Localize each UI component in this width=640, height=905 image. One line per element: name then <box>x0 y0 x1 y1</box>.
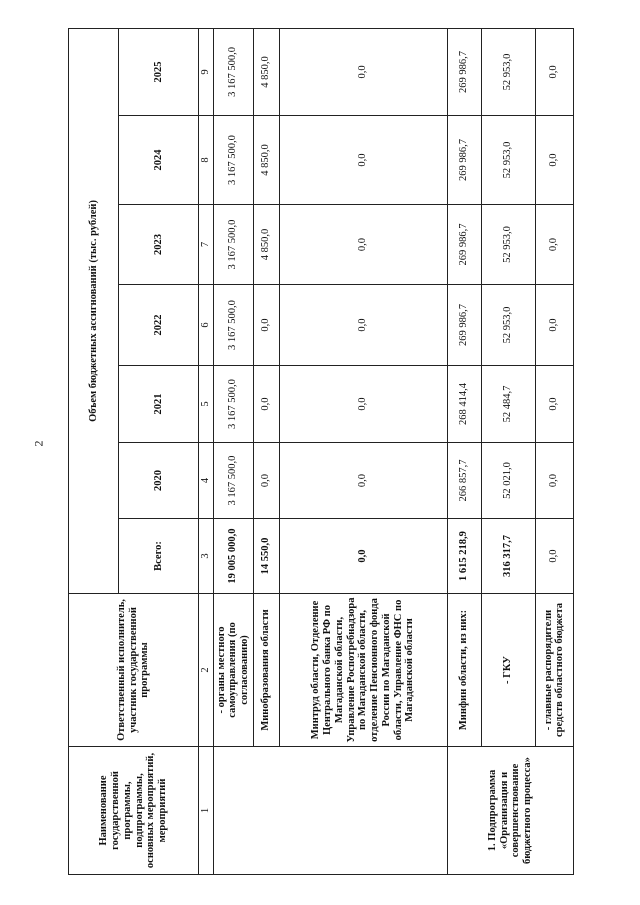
total-cell: 0,0 <box>535 519 573 594</box>
column-index: 6 <box>199 285 214 366</box>
year-value-cell: 0,0 <box>279 28 447 115</box>
header-year: 2022 <box>119 285 199 366</box>
total-cell: 316 317,7 <box>481 519 535 594</box>
column-index-row <box>199 28 214 874</box>
executor-cell: - органы местного самоуправления (по согласованию) <box>213 594 253 747</box>
executor-cell: - главные распорядители средств областного бюджета <box>535 594 573 747</box>
header-total: Всего: <box>119 519 199 594</box>
year-value-cell: 269 986,7 <box>447 116 481 205</box>
year-value-cell: 3 167 500,0 <box>213 366 253 443</box>
year-value-cell: 52 953,0 <box>481 285 535 366</box>
column-index: 7 <box>199 205 214 285</box>
year-value-cell: 0,0 <box>279 116 447 205</box>
column-index: 1 <box>199 747 214 875</box>
year-value-cell: 3 167 500,0 <box>213 443 253 519</box>
column-index: 4 <box>199 443 214 519</box>
column-index: 5 <box>199 366 214 443</box>
header-group-row <box>69 28 119 874</box>
column-index: 8 <box>199 116 214 205</box>
year-value-cell: 0,0 <box>535 28 573 115</box>
total-cell: 0,0 <box>279 519 447 594</box>
year-value-cell: 3 167 500,0 <box>213 116 253 205</box>
year-value-cell: 3 167 500,0 <box>213 285 253 366</box>
budget-table-sheet <box>68 29 572 875</box>
year-value-cell: 52 953,0 <box>481 28 535 115</box>
header-year: 2023 <box>119 205 199 285</box>
executor-cell: Минобразования области <box>253 594 279 747</box>
table-row <box>213 28 253 874</box>
year-value-cell: 0,0 <box>253 443 279 519</box>
total-cell: 1 615 218,9 <box>447 519 481 594</box>
year-value-cell: 4 850,0 <box>253 205 279 285</box>
year-value-cell: 3 167 500,0 <box>213 28 253 115</box>
header-year: 2021 <box>119 366 199 443</box>
year-value-cell: 269 986,7 <box>447 28 481 115</box>
year-value-cell: 52 953,0 <box>481 205 535 285</box>
page-number: 2 <box>31 440 46 447</box>
total-cell: 14 550,0 <box>253 519 279 594</box>
year-value-cell: 0,0 <box>279 443 447 519</box>
year-value-cell: 268 414,4 <box>447 366 481 443</box>
year-value-cell: 0,0 <box>535 205 573 285</box>
executor-cell: - ГКУ <box>481 594 535 747</box>
year-value-cell: 3 167 500,0 <box>213 205 253 285</box>
year-value-cell: 0,0 <box>535 116 573 205</box>
executor-cell: Минфин области, из них: <box>447 594 481 747</box>
year-value-cell: 0,0 <box>535 366 573 443</box>
header-name-column: Наименование государственной программы, подпрограммы, основных мероприятий, мероприятий <box>69 747 199 875</box>
year-value-cell: 266 857,7 <box>447 443 481 519</box>
header-budget-group: Объем бюджетных ассигнований (тыс. рублей) <box>69 28 119 593</box>
year-value-cell: 0,0 <box>253 366 279 443</box>
year-value-cell: 0,0 <box>279 285 447 366</box>
year-value-cell: 0,0 <box>535 285 573 366</box>
year-value-cell: 52 484,7 <box>481 366 535 443</box>
year-value-cell: 0,0 <box>279 205 447 285</box>
header-executor-column: Ответственный исполнитель, участник государственной программы <box>69 594 199 747</box>
year-value-cell: 0,0 <box>279 366 447 443</box>
year-value-cell: 52 021,0 <box>481 443 535 519</box>
subprogram-name-cell: 1. Подпрограмма «Организация и совершенствование бюджетного процесса» <box>447 747 573 875</box>
year-value-cell: 4 850,0 <box>253 28 279 115</box>
column-index: 2 <box>199 594 214 747</box>
year-value-cell: 269 986,7 <box>447 285 481 366</box>
year-value-cell: 0,0 <box>253 285 279 366</box>
year-value-cell: 52 953,0 <box>481 116 535 205</box>
table-row <box>447 28 481 874</box>
column-index: 3 <box>199 519 214 594</box>
year-value-cell: 269 986,7 <box>447 205 481 285</box>
total-cell: 19 005 000,0 <box>213 519 253 594</box>
column-index: 9 <box>199 28 214 115</box>
year-value-cell: 0,0 <box>535 443 573 519</box>
budget-table <box>68 28 574 875</box>
executor-cell: Минтруд области, Отделение Центрального банка РФ по Магаданской области, Управление Роспотребнадзора по Магаданской области, отделение Пенсионного фонда России по Магаданской области, Управление ФНС по Магаданской области <box>279 594 447 747</box>
program-name-cell <box>213 747 447 875</box>
header-year: 2024 <box>119 116 199 205</box>
header-year: 2020 <box>119 443 199 519</box>
header-year: 2025 <box>119 28 199 115</box>
year-value-cell: 4 850,0 <box>253 116 279 205</box>
